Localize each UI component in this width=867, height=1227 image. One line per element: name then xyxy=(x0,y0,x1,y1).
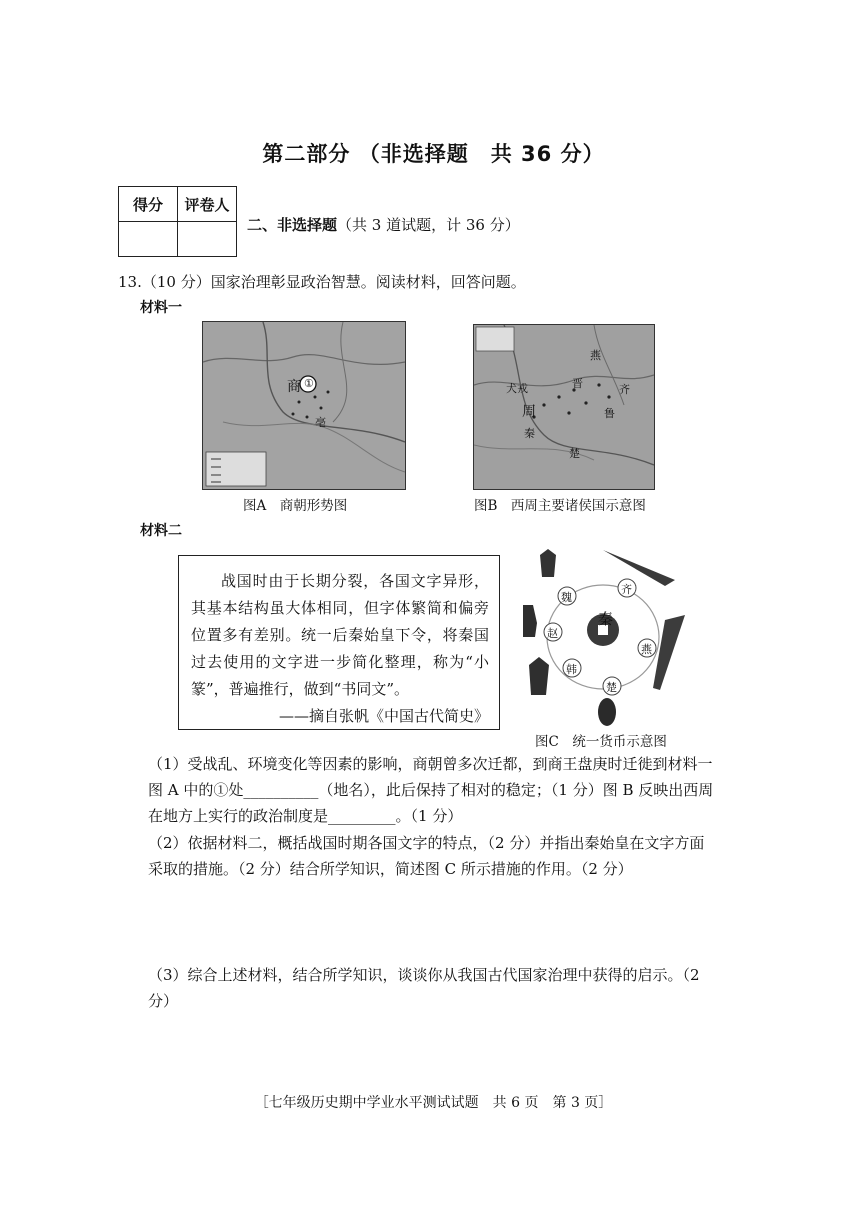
question-13-intro: 13.（10 分）国家治理彰显政治智慧。阅读材料，回答问题。 xyxy=(118,273,526,291)
figure-c-state-zhao: 赵 xyxy=(547,627,558,640)
figure-c-state-qi: 齐 xyxy=(621,583,632,596)
map-a-label-shang: 商 xyxy=(287,379,301,395)
score-table xyxy=(118,186,237,257)
figure-c-state-chu: 楚 xyxy=(606,681,617,694)
grader-header: 评卷人 xyxy=(178,187,237,222)
section-note: （共 3 道试题，计 36 分） xyxy=(337,216,520,234)
figure-c-graphic xyxy=(515,540,695,730)
question-3: （3）综合上述材料，结合所学知识，谈谈你从我国古代国家治理中获得的启示。（2 分） xyxy=(148,966,700,1010)
answer-blank-1[interactable]: __________ xyxy=(243,781,319,799)
map-a-label-bo: 亳 xyxy=(315,416,326,429)
figure-c xyxy=(515,540,695,730)
figure-c-caption: 图C 统一货币示意图 xyxy=(535,734,667,750)
map-b-label-lu: 鲁 xyxy=(604,407,615,420)
score-cell[interactable] xyxy=(119,222,178,257)
material1-label: 材料一 xyxy=(140,300,182,316)
map-a xyxy=(202,321,406,490)
grader-cell[interactable] xyxy=(178,222,237,257)
question-2: （2）依据材料二，概括战国时期各国文字的特点，（2 分）并指出秦始皇在文字方面采取的措施。（2 分）结合所学知识，简述图 C 所示措施的作用。（2 分） xyxy=(148,834,705,878)
map-a-label-1: ① xyxy=(304,377,314,390)
map-a-graphic xyxy=(203,322,405,489)
map-b-label-chu: 楚 xyxy=(569,447,580,460)
map-b-graphic xyxy=(474,325,654,489)
map-b xyxy=(473,324,655,490)
figure-c-state-yan: 燕 xyxy=(641,643,652,656)
map-b-caption: 图B 西周主要诸侯国示意图 xyxy=(474,498,646,514)
map-b-label-qin: 秦 xyxy=(524,427,535,440)
part-title: 第二部分 （非选择题 共 36 分） xyxy=(262,142,605,166)
material2-text: 战国时由于长期分裂，各国文字异形，其基本结构虽大体相同，但字体繁简和偏旁位置多有差别。统一后秦始皇下令，将秦国过去使用的文字进一步简化整理，称为“小篆”，普遍推行，做到“书同文”。 xyxy=(191,572,489,698)
map-a-caption: 图A 商朝形势图 xyxy=(243,498,348,514)
map-b-label-quanrong: 犬戎 xyxy=(506,382,528,395)
material2-source: ——摘自张帆《中国古代简史》 xyxy=(278,707,489,725)
map-b-label-qi: 齐 xyxy=(619,383,630,396)
map-b-label-jin: 晋 xyxy=(572,377,583,390)
score-header: 得分 xyxy=(119,187,178,222)
page-footer: ［七年级历史期中学业水平测试试题 共 6 页 第 3 页］ xyxy=(254,1095,613,1111)
map-b-label-zhou: 周 xyxy=(522,404,536,420)
map-b-label-yan: 燕 xyxy=(590,349,601,362)
figure-c-center: 秦 xyxy=(598,610,614,628)
answer-blank-2[interactable]: _________ xyxy=(328,807,396,825)
figure-c-state-wei: 魏 xyxy=(561,591,572,604)
question-1: （1）受战乱、环境变化等因素的影响，商朝曾多次迁都，到商王盘庚时迁徙到材料一图 A 中的①处__________（地名），此后保持了相对的稳定；（1 分）图 B 反映出西周在地方上实行的政治制度是_________。（1 分） xyxy=(148,755,714,825)
figure-c-state-han: 韩 xyxy=(566,663,577,676)
material2-label: 材料二 xyxy=(140,523,182,539)
section-heading: 二、非选择题（共 3 道试题，计 36 分） xyxy=(247,216,520,234)
material2-box xyxy=(178,555,500,730)
